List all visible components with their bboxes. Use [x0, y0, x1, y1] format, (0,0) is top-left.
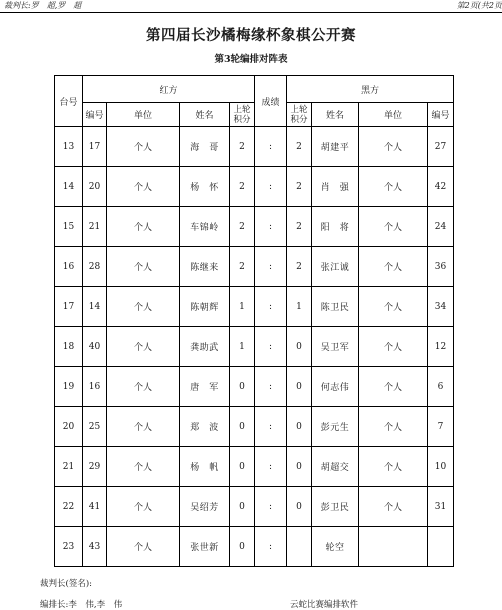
cell-black-name: 何志伟	[312, 367, 359, 407]
cell-red-number: 14	[83, 287, 107, 327]
table-row	[55, 407, 454, 447]
table-row	[55, 287, 454, 327]
cell-red-number: 43	[83, 527, 107, 567]
cell-result: :	[255, 487, 287, 527]
cell-black-prev-score: 2	[287, 247, 312, 287]
software-credit: 云蛇比赛编排软件	[290, 600, 359, 610]
cell-red-prev-score: 2	[230, 207, 255, 247]
cell-black-name: 胡建平	[312, 127, 359, 167]
cell-result: :	[255, 167, 287, 207]
cell-black-name: 彭元生	[312, 407, 359, 447]
table-row	[55, 207, 454, 247]
cell-red-number: 20	[83, 167, 107, 207]
cell-black-name: 陈卫民	[312, 287, 359, 327]
cell-red-prev-score: 2	[230, 167, 255, 207]
cell-red-unit: 个人	[107, 407, 180, 447]
header-red-unit: 单位	[107, 103, 180, 127]
cell-red-number: 17	[83, 127, 107, 167]
cell-red-name: 龚助武	[180, 327, 230, 367]
cell-red-number: 41	[83, 487, 107, 527]
cell-black-unit: 个人	[359, 247, 428, 287]
cell-black-number: 12	[428, 327, 454, 367]
cell-red-prev-score: 2	[230, 127, 255, 167]
cell-red-number: 28	[83, 247, 107, 287]
cell-red-name: 陈继来	[180, 247, 230, 287]
cell-board: 21	[55, 447, 83, 487]
cell-red-name: 车锦岭	[180, 207, 230, 247]
cell-board: 22	[55, 487, 83, 527]
header-red-side: 红方	[83, 76, 255, 103]
cell-black-prev-score: 2	[287, 127, 312, 167]
cell-board: 16	[55, 247, 83, 287]
document-subtitle: 第3轮编排对阵表	[214, 54, 288, 65]
cell-red-unit: 个人	[107, 447, 180, 487]
page-header	[0, 0, 502, 13]
header-black-side: 黑方	[287, 76, 454, 103]
cell-black-prev-score: 2	[287, 207, 312, 247]
cell-red-name: 陈朝辉	[180, 287, 230, 327]
cell-red-unit: 个人	[107, 527, 180, 567]
cell-red-name: 唐 军	[180, 367, 230, 407]
cell-red-prev-score: 0	[230, 447, 255, 487]
cell-red-name: 张世新	[180, 527, 230, 567]
cell-black-unit: 个人	[359, 127, 428, 167]
table-row	[55, 167, 454, 207]
cell-result: :	[255, 327, 287, 367]
cell-black-prev-score: 2	[287, 167, 312, 207]
cell-red-name: 杨 帆	[180, 447, 230, 487]
cell-red-name: 杨 怀	[180, 167, 230, 207]
cell-black-name: 张江诚	[312, 247, 359, 287]
header-board: 台号	[55, 76, 83, 127]
document-title: 第四届长沙橘梅缘杯象棋公开赛	[146, 27, 356, 44]
cell-red-prev-score: 0	[230, 367, 255, 407]
cell-red-unit: 个人	[107, 207, 180, 247]
cell-black-unit: 个人	[359, 287, 428, 327]
cell-board: 23	[55, 527, 83, 567]
cell-black-number: 36	[428, 247, 454, 287]
cell-black-name: 轮空	[312, 527, 359, 567]
cell-red-unit: 个人	[107, 327, 180, 367]
referee-line: 裁判长:罗 超,罗 超	[4, 1, 82, 10]
cell-black-prev-score: 0	[287, 367, 312, 407]
header-result: 成绩	[255, 76, 287, 127]
cell-black-prev-score: 0	[287, 407, 312, 447]
cell-result: :	[255, 367, 287, 407]
header-black-name: 姓名	[312, 103, 359, 127]
cell-red-prev-score: 1	[230, 287, 255, 327]
cell-red-prev-score: 0	[230, 527, 255, 567]
cell-red-prev-score: 2	[230, 247, 255, 287]
cell-red-number: 40	[83, 327, 107, 367]
header-black-unit: 单位	[359, 103, 428, 127]
cell-result: :	[255, 447, 287, 487]
cell-result: :	[255, 207, 287, 247]
header-black-number: 编号	[428, 103, 454, 127]
cell-red-unit: 个人	[107, 127, 180, 167]
pairing-table	[54, 75, 454, 567]
cell-black-unit: 个人	[359, 407, 428, 447]
table-row	[55, 447, 454, 487]
cell-red-prev-score: 1	[230, 327, 255, 367]
header-row-groups	[55, 76, 454, 103]
cell-black-name: 阳 将	[312, 207, 359, 247]
table-row	[55, 487, 454, 527]
cell-black-number: 34	[428, 287, 454, 327]
cell-red-unit: 个人	[107, 247, 180, 287]
cell-black-unit: 个人	[359, 207, 428, 247]
cell-black-number	[428, 527, 454, 567]
cell-black-number: 6	[428, 367, 454, 407]
table-row	[55, 527, 454, 567]
table-row	[55, 327, 454, 367]
cell-black-number: 31	[428, 487, 454, 527]
cell-black-prev-score: 0	[287, 327, 312, 367]
cell-red-number: 21	[83, 207, 107, 247]
cell-black-number: 7	[428, 407, 454, 447]
cell-red-name: 郑 波	[180, 407, 230, 447]
cell-red-unit: 个人	[107, 367, 180, 407]
cell-board: 18	[55, 327, 83, 367]
cell-result: :	[255, 407, 287, 447]
cell-black-unit: 个人	[359, 487, 428, 527]
table-row	[55, 127, 454, 167]
header-red-number: 编号	[83, 103, 107, 127]
cell-black-prev-score: 1	[287, 287, 312, 327]
cell-black-name: 肖 强	[312, 167, 359, 207]
cell-board: 13	[55, 127, 83, 167]
cell-black-unit: 个人	[359, 167, 428, 207]
cell-result: :	[255, 127, 287, 167]
table-row	[55, 247, 454, 287]
cell-board: 20	[55, 407, 83, 447]
cell-board: 17	[55, 287, 83, 327]
arranger-line: 编排长:李 伟,李 伟	[40, 600, 123, 610]
cell-result: :	[255, 247, 287, 287]
cell-red-number: 16	[83, 367, 107, 407]
cell-black-name: 彭卫民	[312, 487, 359, 527]
cell-black-prev-score: 0	[287, 447, 312, 487]
cell-black-prev-score	[287, 527, 312, 567]
header-red-prev-score: 上轮积分	[230, 103, 255, 127]
cell-black-number: 42	[428, 167, 454, 207]
cell-black-number: 27	[428, 127, 454, 167]
chief-signature-line: 裁判长(签名):	[40, 579, 92, 589]
cell-red-unit: 个人	[107, 487, 180, 527]
cell-board: 14	[55, 167, 83, 207]
page-info: 第2页(共2页	[456, 1, 502, 10]
cell-black-prev-score: 0	[287, 487, 312, 527]
cell-black-name: 胡超交	[312, 447, 359, 487]
table-row	[55, 367, 454, 407]
cell-result: :	[255, 527, 287, 567]
header-black-prev-score: 上轮积分	[287, 103, 312, 127]
cell-black-unit	[359, 527, 428, 567]
cell-board: 15	[55, 207, 83, 247]
header-red-name: 姓名	[180, 103, 230, 127]
cell-black-unit: 个人	[359, 367, 428, 407]
cell-board: 19	[55, 367, 83, 407]
cell-black-unit: 个人	[359, 327, 428, 367]
cell-black-name: 吴卫军	[312, 327, 359, 367]
cell-red-unit: 个人	[107, 167, 180, 207]
cell-red-name: 吴绍芳	[180, 487, 230, 527]
cell-black-number: 24	[428, 207, 454, 247]
cell-red-number: 25	[83, 407, 107, 447]
cell-result: :	[255, 287, 287, 327]
cell-black-unit: 个人	[359, 447, 428, 487]
cell-black-number: 10	[428, 447, 454, 487]
cell-red-prev-score: 0	[230, 487, 255, 527]
cell-red-prev-score: 0	[230, 407, 255, 447]
cell-red-number: 29	[83, 447, 107, 487]
cell-red-unit: 个人	[107, 287, 180, 327]
cell-red-name: 海 哥	[180, 127, 230, 167]
header-row-columns	[55, 103, 454, 127]
